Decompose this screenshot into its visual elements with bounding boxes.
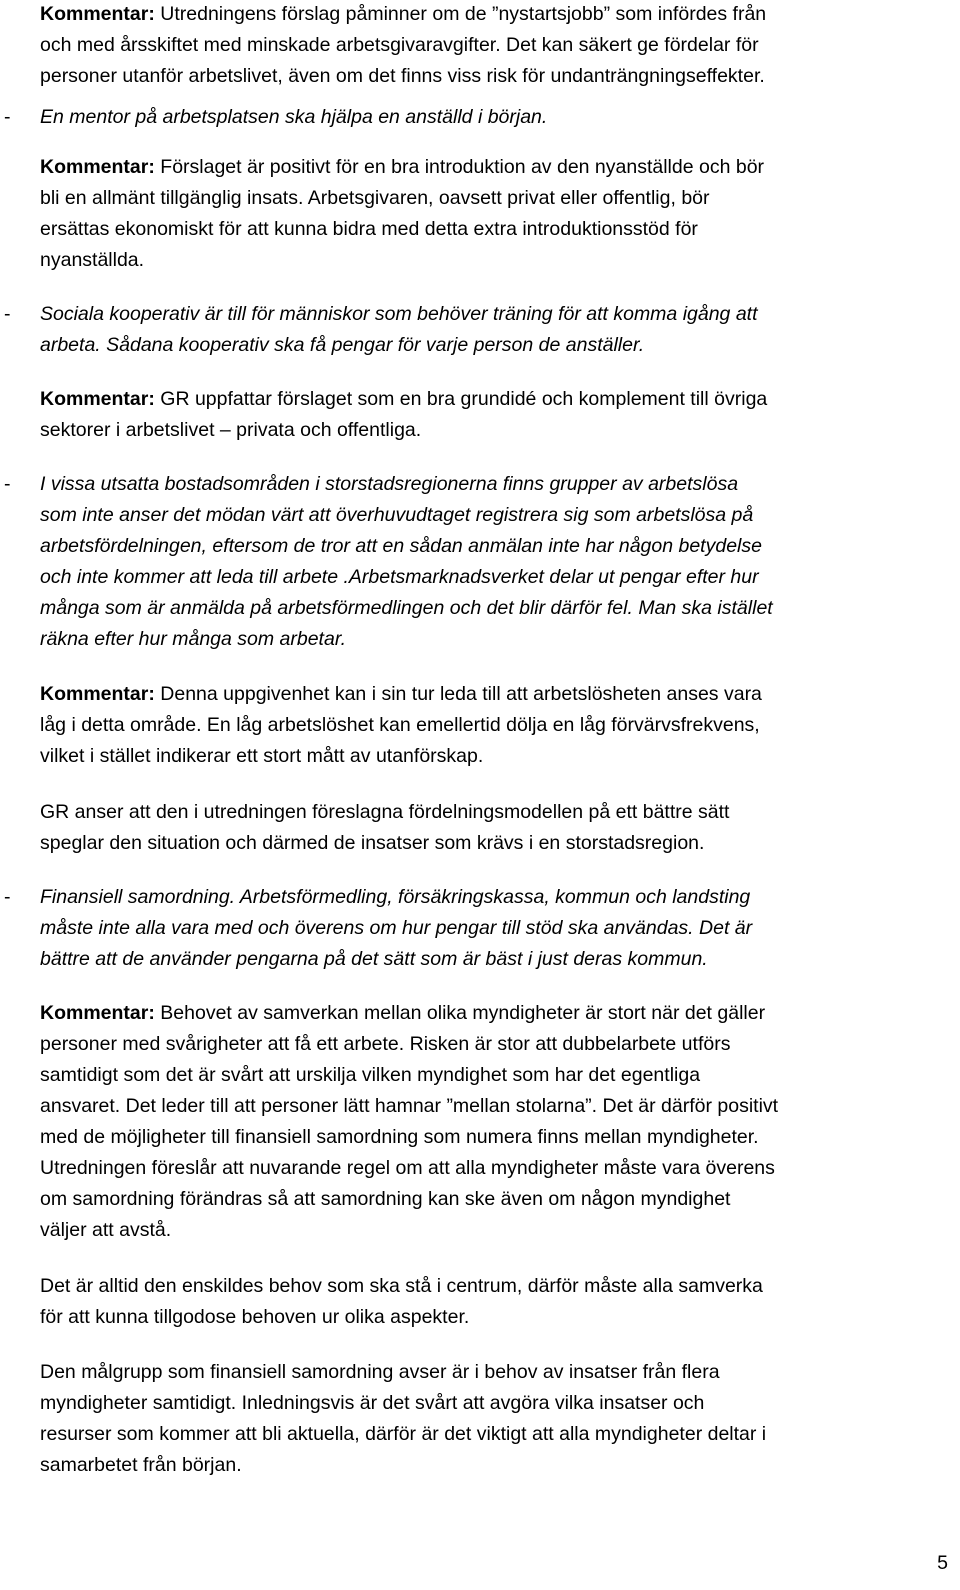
- page-number: 5: [937, 1552, 948, 1574]
- paragraph-line: Denna uppgivenhet kan i sin tur leda till att arbetslösheten anses vara: [154, 683, 762, 705]
- bullet-line: som inte anser det mödan värt att överhuvudtaget registrera sig som arbetslösa på: [40, 504, 754, 526]
- paragraph-line: samtidigt som det är svårt att urskilja vilken myndighet som har det egentliga: [40, 1064, 701, 1086]
- paragraph-line: Förslaget är positivt för en bra introduktion av den nyanställde och bör: [154, 156, 765, 178]
- bullet-line: Sociala kooperativ är till för människor som behöver träning för att komma igång att: [40, 303, 758, 325]
- paragraph-line: låg i detta område. En låg arbetslöshet kan emellertid dölja en låg förvärvsfrekvens,: [40, 714, 760, 736]
- bullet-line: En mentor på arbetsplatsen ska hjälpa en anställd i början.: [40, 106, 548, 128]
- paragraph-line: vilket i stället indikerar ett stort mått av utanförskap.: [40, 745, 484, 767]
- paragraph-line: resurser som kommer att bli aktuella, därför är det viktigt att alla myndigheter deltar i: [40, 1423, 767, 1445]
- paragraph-8: [40, 1357, 952, 1481]
- comment-paragraph-3: [40, 384, 952, 446]
- comment-paragraph-1: [40, 0, 952, 92]
- bullet-line: och inte kommer att leda till arbete .Arbetsmarknadsverket delar ut pengar efter hur: [40, 566, 759, 588]
- paragraph-line: samarbetet från början.: [40, 1454, 242, 1476]
- bullet-line: måste inte alla vara med och överens om hur pengar till stöd ska användas. Det är: [40, 917, 753, 939]
- paragraph-line: Den målgrupp som finansiell samordning avser är i behov av insatser från flera: [40, 1361, 720, 1383]
- bullet-dash: -: [4, 886, 11, 908]
- bullet-item-2: [4, 299, 952, 361]
- paragraph-7: [40, 1271, 952, 1333]
- paragraph-line: ersättas ekonomiskt för att kunna bidra med detta extra introduktionsstöd för: [40, 218, 698, 240]
- paragraph-line: bli en allmänt tillgänglig insats. Arbetsgivaren, oavsett privat eller offentlig, bör: [40, 187, 710, 209]
- paragraph-line: GR anser att den i utredningen föreslagna fördelningsmodellen på ett bättre sätt: [40, 801, 730, 823]
- paragraph-line: personer utanför arbetslivet, även om det finns viss risk för undanträngningseffekter.: [40, 65, 765, 87]
- paragraph-line: sektorer i arbetslivet – privata och offentliga.: [40, 419, 422, 441]
- bullet-item-4: [4, 882, 952, 975]
- paragraph-line: Behovet av samverkan mellan olika myndigheter är stort när det gäller: [154, 1002, 766, 1024]
- paragraph-line: Utredningens förslag påminner om de ”nystartsjobb” som infördes från: [154, 3, 767, 25]
- bullet-dash: -: [4, 303, 11, 325]
- bullet-line: bättre att de använder pengarna på det sätt som är bäst i just deras kommun.: [40, 948, 708, 970]
- bullet-line: arbeta. Sådana kooperativ ska få pengar för varje person de anställer.: [40, 334, 645, 356]
- bullet-line: många som är anmälda på arbetsförmedlingen och det blir därför fel. Man ska istället: [40, 597, 773, 619]
- paragraph-line: speglar den situation och därmed de insatser som krävs i en storstadsregion.: [40, 832, 705, 854]
- comment-label: Kommentar:: [40, 683, 155, 705]
- bullet-dash: -: [4, 106, 11, 128]
- bullet-item-1: [4, 102, 952, 133]
- paragraph-line: myndigheter samtidigt. Inledningsvis är det svårt att avgöra vilka insatser och: [40, 1392, 705, 1414]
- bullet-line: arbetsfördelningen, eftersom de tror att en sådan anmälan inte har någon betydelse: [40, 535, 762, 557]
- bullet-line: Finansiell samordning. Arbetsförmedling, försäkringskassa, kommun och landsting: [40, 886, 751, 908]
- paragraph-line: GR uppfattar förslaget som en bra grundidé och komplement till övriga: [154, 388, 768, 410]
- comment-label: Kommentar:: [40, 156, 155, 178]
- bullet-line: I vissa utsatta bostadsområden i storstadsregionerna finns grupper av arbetslösa: [40, 473, 739, 495]
- bullet-line: räkna efter hur många som arbetar.: [40, 628, 347, 650]
- paragraph-line: personer med svårigheter att få ett arbete. Risken är stor att dubbelarbete utförs: [40, 1033, 731, 1055]
- paragraph-line: Det är alltid den enskildes behov som ska stå i centrum, därför måste alla samverka: [40, 1275, 763, 1297]
- bullet-dash: -: [4, 473, 11, 495]
- paragraph-line: ansvaret. Det leder till att personer lätt hamnar ”mellan stolarna”. Det är därför positivt: [40, 1095, 779, 1117]
- comment-label: Kommentar:: [40, 3, 155, 25]
- comment-paragraph-4: [40, 679, 952, 772]
- paragraph-5: [40, 797, 952, 859]
- comment-paragraph-6: [40, 998, 952, 1246]
- comment-label: Kommentar:: [40, 388, 155, 410]
- paragraph-line: för att kunna tillgodose behoven ur olika aspekter.: [40, 1306, 470, 1328]
- paragraph-line: Utredningen föreslår att nuvarande regel om att alla myndigheter måste vara överens: [40, 1157, 775, 1179]
- paragraph-line: om samordning förändras så att samordning kan ske även om någon myndighet: [40, 1188, 731, 1210]
- paragraph-line: väljer att avstå.: [40, 1219, 172, 1241]
- paragraph-line: med de möjligheter till finansiell samordning som numera finns mellan myndigheter.: [40, 1126, 759, 1148]
- paragraph-line: och med årsskiftet med minskade arbetsgivaravgifter. Det kan säkert ge fördelar för: [40, 34, 759, 56]
- comment-paragraph-2: [40, 152, 952, 276]
- paragraph-line: nyanställda.: [40, 249, 145, 271]
- comment-label: Kommentar:: [40, 1002, 155, 1024]
- bullet-item-3: [4, 469, 952, 655]
